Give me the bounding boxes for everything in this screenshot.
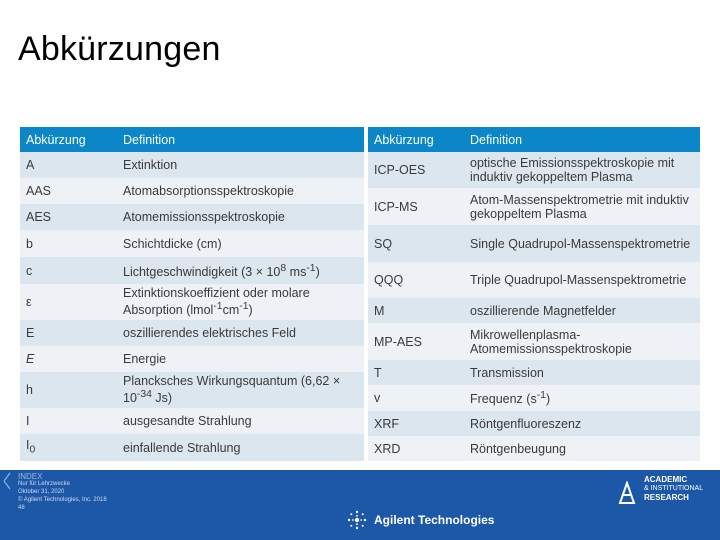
abbreviation-cell: SQ <box>368 225 464 262</box>
definition-cell: Plancksches Wirkungsquantum ($6,62 \times 10^{-34}$ Js) <box>117 372 364 408</box>
table-row <box>368 360 700 385</box>
definition-cell: oszillierendes elektrisches Feld <box>117 320 364 346</box>
table-row <box>368 436 700 461</box>
abbreviation-cell: AAS <box>20 178 117 204</box>
definition-cell: optische Emissionsspektroskopie mit induktiv gekoppeltem Plasma <box>464 152 700 188</box>
table-row <box>368 411 700 436</box>
academic-flask-icon <box>618 481 636 505</box>
column-header-definition: Definition <box>464 127 700 152</box>
definition-cell: Lichtgeschwindigkeit ($3 \times 10^8$ $ms^{-1}$) <box>117 257 364 284</box>
definition-cell: Triple Quadrupol-Massenspektrometrie <box>464 262 700 298</box>
definition-cell: Extinktion <box>117 152 364 178</box>
footer-note-usage: Nur für Lehrzwecke <box>18 481 71 487</box>
table-row <box>368 323 700 360</box>
academic-line-1: ACADEMIC <box>644 475 688 484</box>
footer-note-copyright: © Agilent Technologies, Inc. 2018 <box>18 497 107 503</box>
table-header-row <box>368 127 700 152</box>
definition-cell: Transmission <box>464 360 700 385</box>
abbreviation-cell: T <box>368 360 464 385</box>
column-header-abbreviation: Abkürzung <box>20 127 117 152</box>
table-row <box>368 188 700 225</box>
definition-cell: Mikrowellenplasma-Atomemissionsspektroskopie <box>464 323 700 360</box>
definition-cell: Frequenz $(s^{-1})$ <box>464 385 700 411</box>
abbreviation-cell: I <box>20 408 117 434</box>
abbreviation-cell: XRF <box>368 411 464 436</box>
table-row <box>20 178 364 204</box>
definition-cell: Röntgenbeugung <box>464 436 700 461</box>
abbreviation-cell: $I_0$ <box>20 434 117 461</box>
table-row <box>368 225 700 262</box>
footer-note-page-number: 48 <box>18 505 25 511</box>
abbreviation-cell: ICP-OES <box>368 152 464 188</box>
agilent-logo <box>346 509 494 531</box>
academic-line-2: & INSTITUTIONAL <box>644 485 704 492</box>
definition-cell: Röntgenfluoreszenz <box>464 411 700 436</box>
abbreviation-cell: ε <box>20 284 117 320</box>
column-header-definition: Definition <box>117 127 364 152</box>
footer-notes <box>18 480 107 512</box>
definition-cell: Atom-Massenspektrometrie mit induktiv gekoppeltem Plasma <box>464 188 700 225</box>
academic-line-3: RESEARCH <box>644 493 689 502</box>
table-row <box>20 372 364 408</box>
table-row <box>368 152 700 188</box>
abbreviation-cell: E <box>20 320 117 346</box>
table-row <box>20 204 364 230</box>
table-row <box>20 346 364 372</box>
abbreviation-cell: XRD <box>368 436 464 461</box>
abbreviation-cell: h <box>20 372 117 408</box>
table-row <box>368 385 700 411</box>
abbreviation-table-right <box>368 127 700 461</box>
definition-cell: Atomemissionsspektroskopie <box>117 204 364 230</box>
table-row <box>20 434 364 461</box>
definition-cell: oszillierende Magnetfelder <box>464 298 700 323</box>
abbreviation-cell: MP-AES <box>368 323 464 360</box>
academic-research-logo <box>618 475 718 537</box>
table-row <box>20 230 364 257</box>
page-title: Abkürzungen <box>18 30 221 68</box>
abbreviation-cell: b <box>20 230 117 257</box>
abbreviation-cell: c <box>20 257 117 284</box>
table-row <box>20 408 364 434</box>
table-row <box>20 257 364 284</box>
table-header-row <box>20 127 364 152</box>
table-row <box>368 262 700 298</box>
definition-cell: Schichtdicke (cm) <box>117 230 364 257</box>
abbreviation-cell: QQQ <box>368 262 464 298</box>
index-label: INDEX <box>18 472 43 481</box>
table-row <box>20 152 364 178</box>
abbreviation-cell: v <box>368 385 464 411</box>
agilent-spark-icon <box>346 509 368 531</box>
definition-cell: einfallende Strahlung <box>117 434 364 461</box>
definition-cell: ausgesandte Strahlung <box>117 408 364 434</box>
table-row <box>20 320 364 346</box>
abbreviation-cell: AES <box>20 204 117 230</box>
table-row <box>368 298 700 323</box>
abbreviation-cell: ICP-MS <box>368 188 464 225</box>
company-name: Agilent Technologies <box>374 513 495 527</box>
abbreviation-cell: E <box>20 346 117 372</box>
abbreviation-table-left <box>20 127 364 461</box>
definition-cell: Energie <box>117 346 364 372</box>
definition-cell: Extinktionskoeffizient oder molare Absorption $(lmol^{-1}cm^{-1})$ <box>117 284 364 320</box>
table-row <box>20 284 364 320</box>
definition-cell: Atomabsorptionsspektroskopie <box>117 178 364 204</box>
definition-cell: Single Quadrupol-Massenspektrometrie <box>464 225 700 262</box>
column-header-abbreviation: Abkürzung <box>368 127 464 152</box>
footer-note-date: Oktober 31, 2020 <box>18 489 65 495</box>
abbreviation-cell: A <box>20 152 117 178</box>
abbreviation-cell: M <box>368 298 464 323</box>
